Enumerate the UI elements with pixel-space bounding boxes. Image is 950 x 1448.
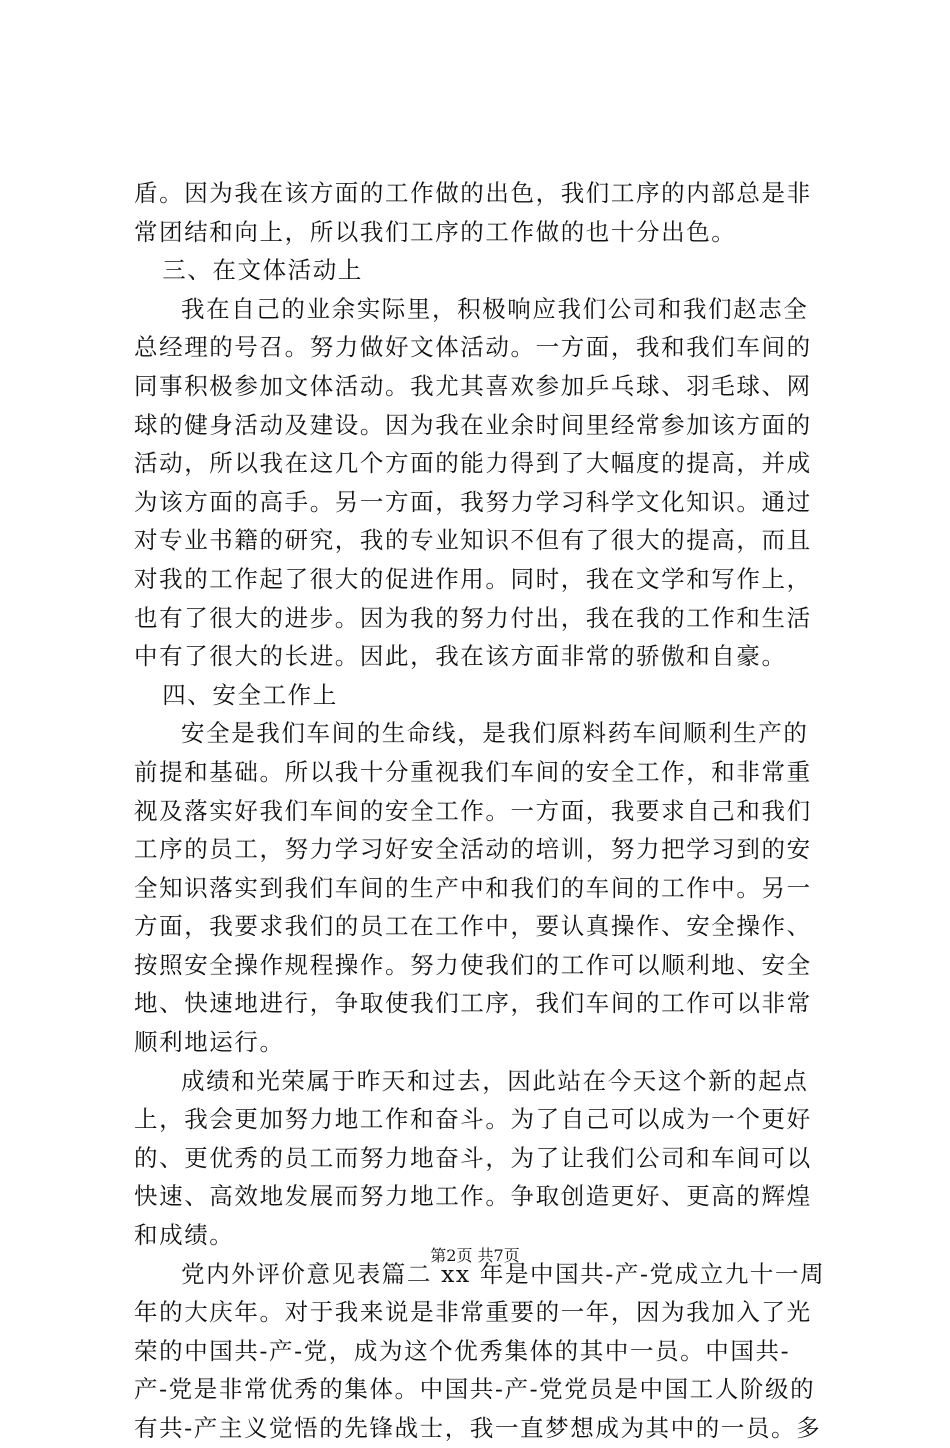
paragraph-chengji <box>134 1062 824 1255</box>
text-line: 方面，我要求我们的员工在工作中，要认真操作、安全操作、 <box>134 912 812 941</box>
text-line: 球的健身活动及建设。因为我在业余时间里经常参加该方面的 <box>134 410 812 439</box>
text-line: 全知识落实到我们车间的生产中和我们的车间的工作中。另一 <box>134 873 812 902</box>
paragraph-wenti <box>134 290 824 676</box>
text-line: 我在自己的业余实际里，积极响应我们公司和我们赵志全 <box>181 294 809 323</box>
text-line: 常团结和向上，所以我们工序的工作做的也十分出色。 <box>134 217 737 246</box>
text-line: 按照安全操作规程操作。努力使我们的工作可以顺利地、安全 <box>134 950 812 979</box>
text-line: 为该方面的高手。另一方面，我努力学习科学文化知识。通过 <box>134 487 812 516</box>
text-line: 和成绩。 <box>134 1221 235 1250</box>
paragraph-pian-er <box>134 1255 824 1448</box>
text-line: 有共-产主义觉悟的先锋战士，我一直梦想成为其中的一员。多 <box>134 1414 822 1442</box>
text-line: 成绩和光荣属于昨天和过去，因此站在今天这个新的起点 <box>181 1066 809 1095</box>
section-heading-anquan: 四、安全工作上 <box>162 680 338 709</box>
text-line: 快速、高效地发展而努力地工作。争取创造更好、更高的辉煌 <box>134 1182 812 1211</box>
text-line: 对我的工作起了很大的促进作用。同时，我在文学和写作上， <box>134 564 812 593</box>
text-line: 同事积极参加文体活动。我尤其喜欢参加乒乓球、羽毛球、网 <box>134 371 812 400</box>
text-line: 对专业书籍的研究，我的专业知识不但有了很大的提高，而且 <box>134 526 812 555</box>
text-line: 盾。因为我在该方面的工作做的出色，我们工序的内部总是非 <box>134 179 812 207</box>
text-line: 前提和基础。所以我十分重视我们车间的安全工作，和非常重 <box>134 757 812 786</box>
text-line: 安全是我们车间的生命线，是我们原料药车间顺利生产的 <box>181 719 809 748</box>
text-line: 也有了很大的进步。因为我的努力付出，我在我的工作和生活 <box>134 603 812 632</box>
page-number-footer: 第2页 共7页 <box>430 1246 520 1265</box>
text-line: 中有了很大的长进。因此，我在该方面非常的骄傲和自豪。 <box>134 642 787 671</box>
section-heading-wenti: 三、在文体活动上 <box>162 256 363 285</box>
text-line: 党内外评价意见表篇二 xx 年是中国共-产-党成立九十一周 <box>181 1259 826 1288</box>
text-line: 产-党是非常优秀的集体。中国共-产-党党员是中国工人阶级的 <box>134 1375 816 1404</box>
text-line: 顺利地运行。 <box>134 1028 285 1057</box>
text-line: 年的大庆年。对于我来说是非常重要的一年，因为我加入了光 <box>134 1298 812 1327</box>
text-line: 视及落实好我们车间的安全工作。一方面，我要求自己和我们 <box>134 796 812 825</box>
text-line: 荣的中国共-产-党，成为这个优秀集体的其中一员。中国共- <box>134 1336 791 1365</box>
paragraph-anquan <box>134 714 824 1061</box>
text-line: 工序的员工，努力学习好安全活动的培训，努力把学习到的安 <box>134 835 812 864</box>
text-line: 的、更优秀的员工而努力地奋斗，为了让我们公司和车间可以 <box>134 1143 812 1172</box>
text-line: 地、快速地进行，争取使我们工序，我们车间的工作可以非常 <box>134 989 812 1018</box>
text-line: 上，我会更加努力地工作和奋斗。为了自己可以成为一个更好 <box>134 1105 812 1134</box>
text-line: 总经理的号召。努力做好文体活动。一方面，我和我们车间的 <box>134 333 812 362</box>
text-line: 活动，所以我在这几个方面的能力得到了大幅度的提高，并成 <box>134 449 812 478</box>
paragraph-continuation <box>134 174 824 251</box>
